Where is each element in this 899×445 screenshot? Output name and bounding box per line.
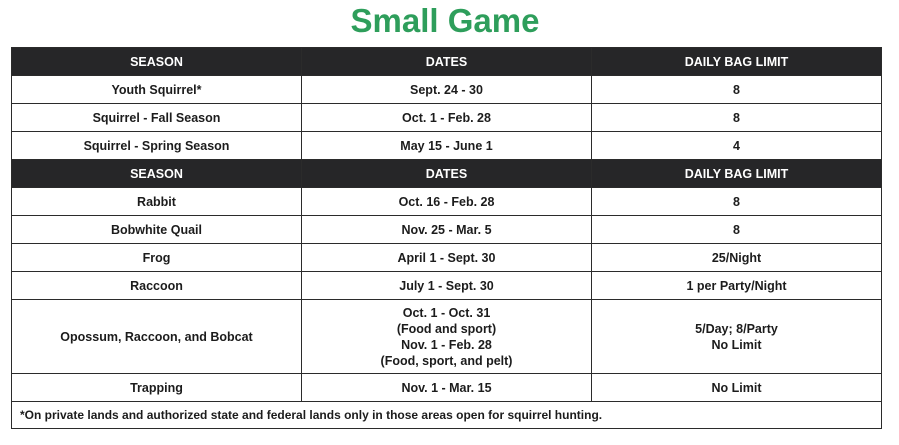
header-dates: DATES — [302, 160, 592, 188]
season-cell: Squirrel - Spring Season — [12, 132, 302, 160]
table-row — [12, 216, 882, 244]
limit-cell: 4 — [592, 132, 882, 160]
dates-cell: Sept. 24 - 30 — [302, 76, 592, 104]
table-row — [12, 374, 882, 402]
limit-cell: 8 — [592, 188, 882, 216]
limit-cell: No Limit — [592, 374, 882, 402]
dates-cell: May 15 - June 1 — [302, 132, 592, 160]
dates-cell — [302, 300, 592, 374]
table-row — [12, 244, 882, 272]
dates-cell: Nov. 1 - Mar. 15 — [302, 374, 592, 402]
season-cell: Youth Squirrel* — [12, 76, 302, 104]
limit-cell: 8 — [592, 216, 882, 244]
table-row — [12, 300, 882, 374]
season-cell: Opossum, Raccoon, and Bobcat — [12, 300, 302, 374]
dates-cell: July 1 - Sept. 30 — [302, 272, 592, 300]
page-title: Small Game — [350, 2, 540, 39]
dates-line: (Food, sport, and pelt) — [380, 353, 513, 368]
table-row — [12, 272, 882, 300]
limit-line: No Limit — [711, 337, 762, 352]
dates-cell: Oct. 1 - Feb. 28 — [302, 104, 592, 132]
table-row — [12, 76, 882, 104]
dates-line: (Food and sport) — [396, 321, 497, 336]
season-cell: Raccoon — [12, 272, 302, 300]
season-cell: Frog — [12, 244, 302, 272]
header-dates: DATES — [302, 48, 592, 76]
limit-cell: 1 per Party/Night — [592, 272, 882, 300]
dates-line: Oct. 1 - Oct. 31 — [402, 305, 491, 320]
dates-cell: April 1 - Sept. 30 — [302, 244, 592, 272]
limit-cell: 8 — [592, 76, 882, 104]
footnote: *On private lands and authorized state and federal lands only in those areas open for squirrel hunting. — [12, 402, 882, 429]
footnote-row — [12, 402, 882, 429]
season-cell: Rabbit — [12, 188, 302, 216]
dates-cell: Oct. 16 - Feb. 28 — [302, 188, 592, 216]
table-row — [12, 188, 882, 216]
header-season: SEASON — [12, 160, 302, 188]
season-cell: Squirrel - Fall Season — [12, 104, 302, 132]
limit-cell: 25/Night — [592, 244, 882, 272]
limit-cell: 8 — [592, 104, 882, 132]
dates-line: Nov. 1 - Feb. 28 — [401, 337, 492, 352]
small-game-table — [11, 47, 882, 429]
season-cell: Bobwhite Quail — [12, 216, 302, 244]
header-daily-bag-limit: DAILY BAG LIMIT — [592, 48, 882, 76]
table-header-row — [12, 160, 882, 188]
table-row — [12, 104, 882, 132]
dates-cell: Nov. 25 - Mar. 5 — [302, 216, 592, 244]
season-cell: Trapping — [12, 374, 302, 402]
table-row — [12, 132, 882, 160]
limit-cell — [592, 300, 882, 374]
table-header-row — [12, 48, 882, 76]
header-daily-bag-limit: DAILY BAG LIMIT — [592, 160, 882, 188]
limit-line: 5/Day; 8/Party — [695, 321, 778, 336]
header-season: SEASON — [12, 48, 302, 76]
